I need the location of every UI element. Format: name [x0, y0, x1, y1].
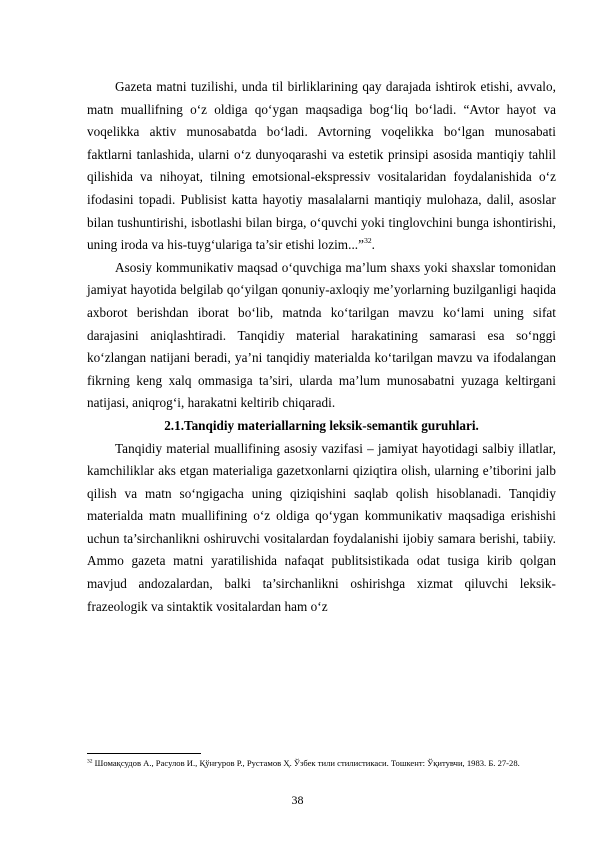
footnote-number: 32 — [87, 758, 93, 765]
page-body — [87, 76, 556, 618]
paragraph-2: Asosiy kommunikativ maqsad o‘quvchiga ma’lum shaxs yoki shaxslar tomonidan jamiyat hayotida belgilab qo‘yilgan qonuniy-axloqiy me’yorlarning buzilganligi haqida axborot berishdan iborat bo‘lib, matnda ko‘tarilgan mavzu ko‘lami uning sifat darajasini aniqlashtiradi. Tanqidiy material harakatining samarasi esa so‘nggi ko‘zlangan natijani beradi, ya’ni tanqidiy materialda ko‘tarilgan mavzu va ifodalangan fikrning keng xalq ommasiga ta’siri, ularda ma’lum munosabatni yuzaga keltirgani natijasi, aniqrog‘i, harakatni keltirib chiqaradi. — [87, 259, 556, 411]
footnote-text: Шомақсудов А., Расулов И., Қўнғуров Р., Рустамов Ҳ. Ўзбек тили стилистикаси. Тошкент: Ўқитувчи, 1983. Б. 27-28. — [92, 758, 520, 768]
paragraph-3: Tanqidiy material muallifining asosiy vazifasi – jamiyat hayotidagi salbiy illatlar, kamchiliklar aks etgan materialiga gazetxonlarni qiziqtira olish, ularning e’tiborini jalb qilish va matn so‘ngigacha uning qiziqishini saqlab qolish hisoblanadi. Tanqidiy materialda matn muallifining o‘z oldiga qo‘ygan kommunikativ maqsadiga erishishi uchun ta’sirchanlikni oshiruvchi vositalardan foydalanishi ijobiy samara berishi, tabiiy. Ammo gazeta matni yaratilishida nafaqat publitsistikada odat tusiga kirib qolgan mavjud andozalardan, balki ta’sirchanlikni oshirishga xizmat qiluvchi leksik-frazeologik va sintaktik vositalardan ham o‘z — [87, 440, 556, 614]
paragraph-1 — [87, 76, 556, 257]
section-heading: 2.1.Tanqidiy materiallarning leksik-semantik guruhlari. — [164, 417, 479, 433]
footnote — [87, 757, 556, 769]
page-number: 38 — [291, 793, 304, 807]
paragraph-1-end: . — [371, 237, 376, 253]
paragraph-1-text: Gazeta matni tuzilishi, unda til birliklarining qay darajada ishtirok etishi, avvalo, matn muallifning o‘z oldiga qo‘ygan maqsadiga bog‘liq bo‘ladi. “Avtor hayot va voqelikka aktiv munosabatda bo‘ladi. Avtorning voqelikka bo‘lgan munosabati faktlarni tanlashida, ularni o‘z dunyoqarashi va estetik prinsipi asosida mantiqiy tahlil qilishida va nihoyat, tilning emotsional-ekspressiv vositalaridan foydalanishida o‘z ifodasini topadi. Publisist katta hayotiy masalalarni mantiqiy mulohaza, dalil, asoslar bilan tushuntirishi, isbotlashi bilan birga, o‘quvchi yoki tinglovchini bunga ishontirishi, uning iroda va his-tuyg‘ulariga ta’sir etishi lozim...” — [87, 79, 556, 253]
footnote-divider — [87, 753, 201, 754]
footnote-reference: 32 — [364, 236, 372, 246]
